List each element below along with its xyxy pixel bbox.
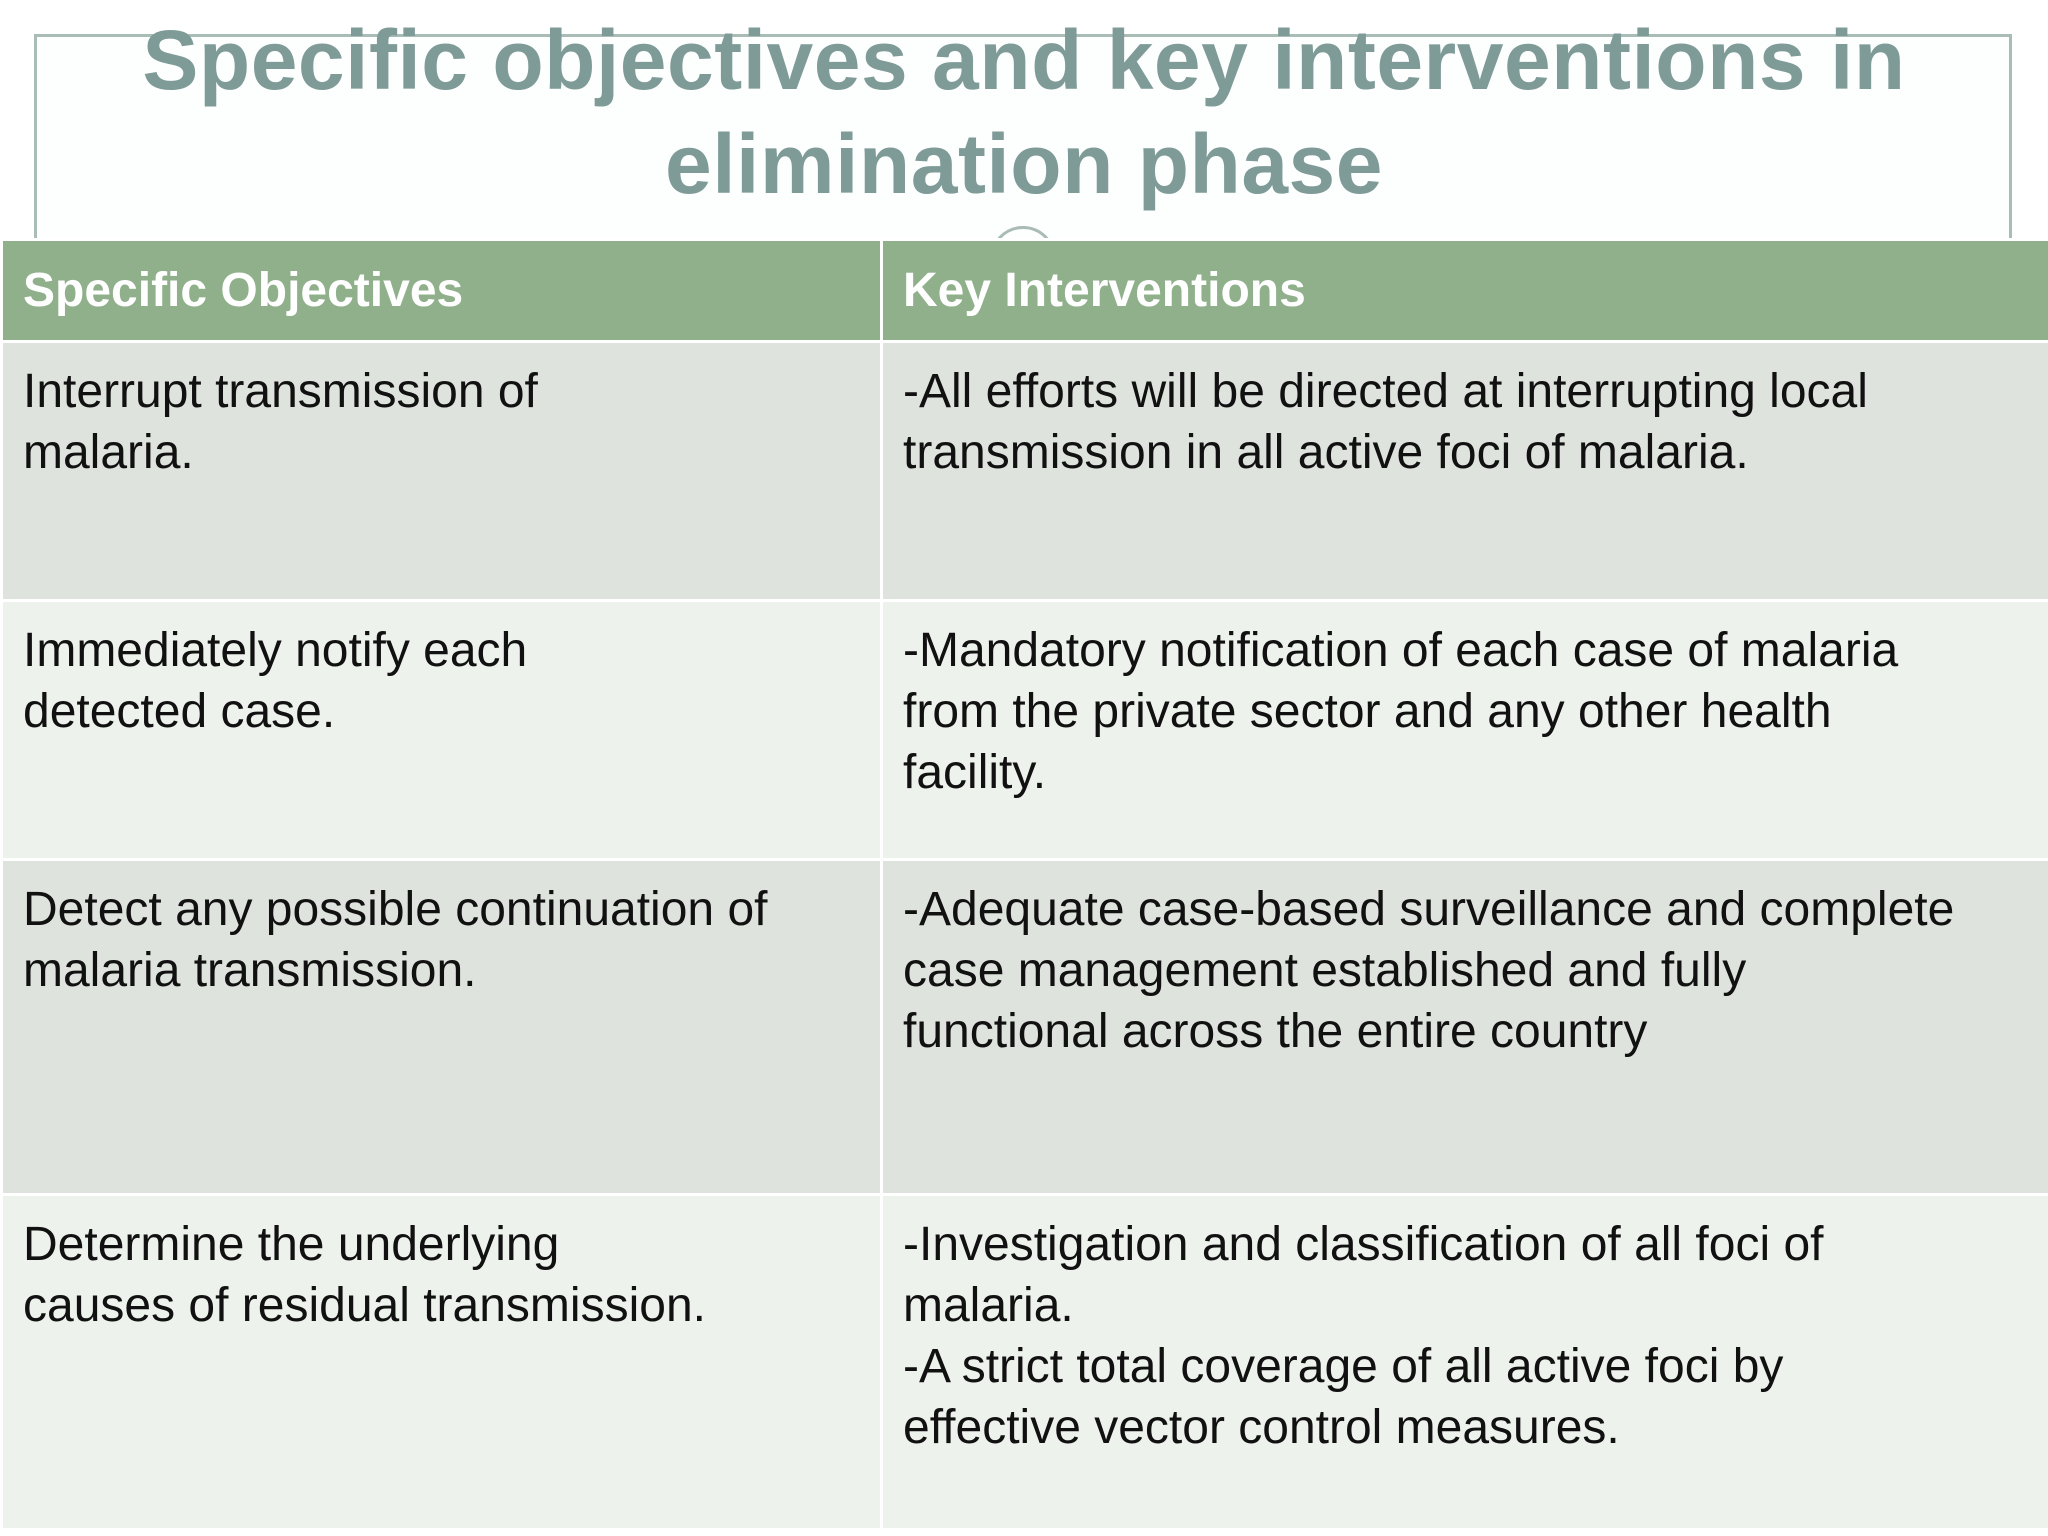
objective-cell [2, 860, 882, 1195]
header-specific-objectives: Specific Objectives [2, 240, 882, 342]
objective-line: causes of residual transmission. [23, 1279, 706, 1332]
table-row [2, 860, 2048, 1195]
intervention-line: effective vector control measures. [903, 1401, 1620, 1454]
objective-line: Detect any possible continuation of [23, 883, 768, 936]
intervention-line: -Adequate case-based surveillance and complete [903, 883, 1955, 936]
intervention-line: -A strict total coverage of all active foci by [903, 1340, 1784, 1393]
objective-line: malaria transmission. [23, 944, 477, 997]
intervention-line: -Investigation and classification of all foci of [903, 1218, 1824, 1271]
intervention-line: case management established and fully [903, 944, 1747, 997]
intervention-cell [882, 342, 2048, 601]
intervention-cell [882, 601, 2048, 860]
intervention-line: transmission in all active foci of malaria. [903, 426, 1749, 479]
table-row [2, 1195, 2048, 1530]
objective-line: malaria. [23, 426, 194, 479]
intervention-line: malaria. [903, 1279, 1074, 1332]
objective-cell [2, 1195, 882, 1530]
slide-title [0, 8, 2048, 216]
intervention-line: -Mandatory notification of each case of malaria [903, 624, 1899, 677]
intervention-cell [882, 1195, 2048, 1530]
objective-line: Immediately notify each [23, 624, 528, 677]
objective-cell [2, 342, 882, 601]
objectives-table [0, 238, 2048, 1531]
table-row [2, 601, 2048, 860]
title-line-2: elimination phase [665, 117, 1383, 211]
objective-line: detected case. [23, 685, 336, 738]
objective-line: Interrupt transmission of [23, 365, 538, 418]
intervention-line: from the private sector and any other health [903, 685, 1832, 738]
intervention-line: functional across the entire country [903, 1005, 1648, 1058]
intervention-line: facility. [903, 746, 1047, 799]
table-header-row [2, 240, 2048, 342]
table-row [2, 342, 2048, 601]
intervention-line: -All efforts will be directed at interrupting local [903, 365, 1868, 418]
intervention-cell [882, 860, 2048, 1195]
objective-line: Determine the underlying [23, 1218, 560, 1271]
title-line-1: Specific objectives and key interventions in [142, 13, 1906, 107]
header-key-interventions: Key Interventions [882, 240, 2048, 342]
objective-cell [2, 601, 882, 860]
